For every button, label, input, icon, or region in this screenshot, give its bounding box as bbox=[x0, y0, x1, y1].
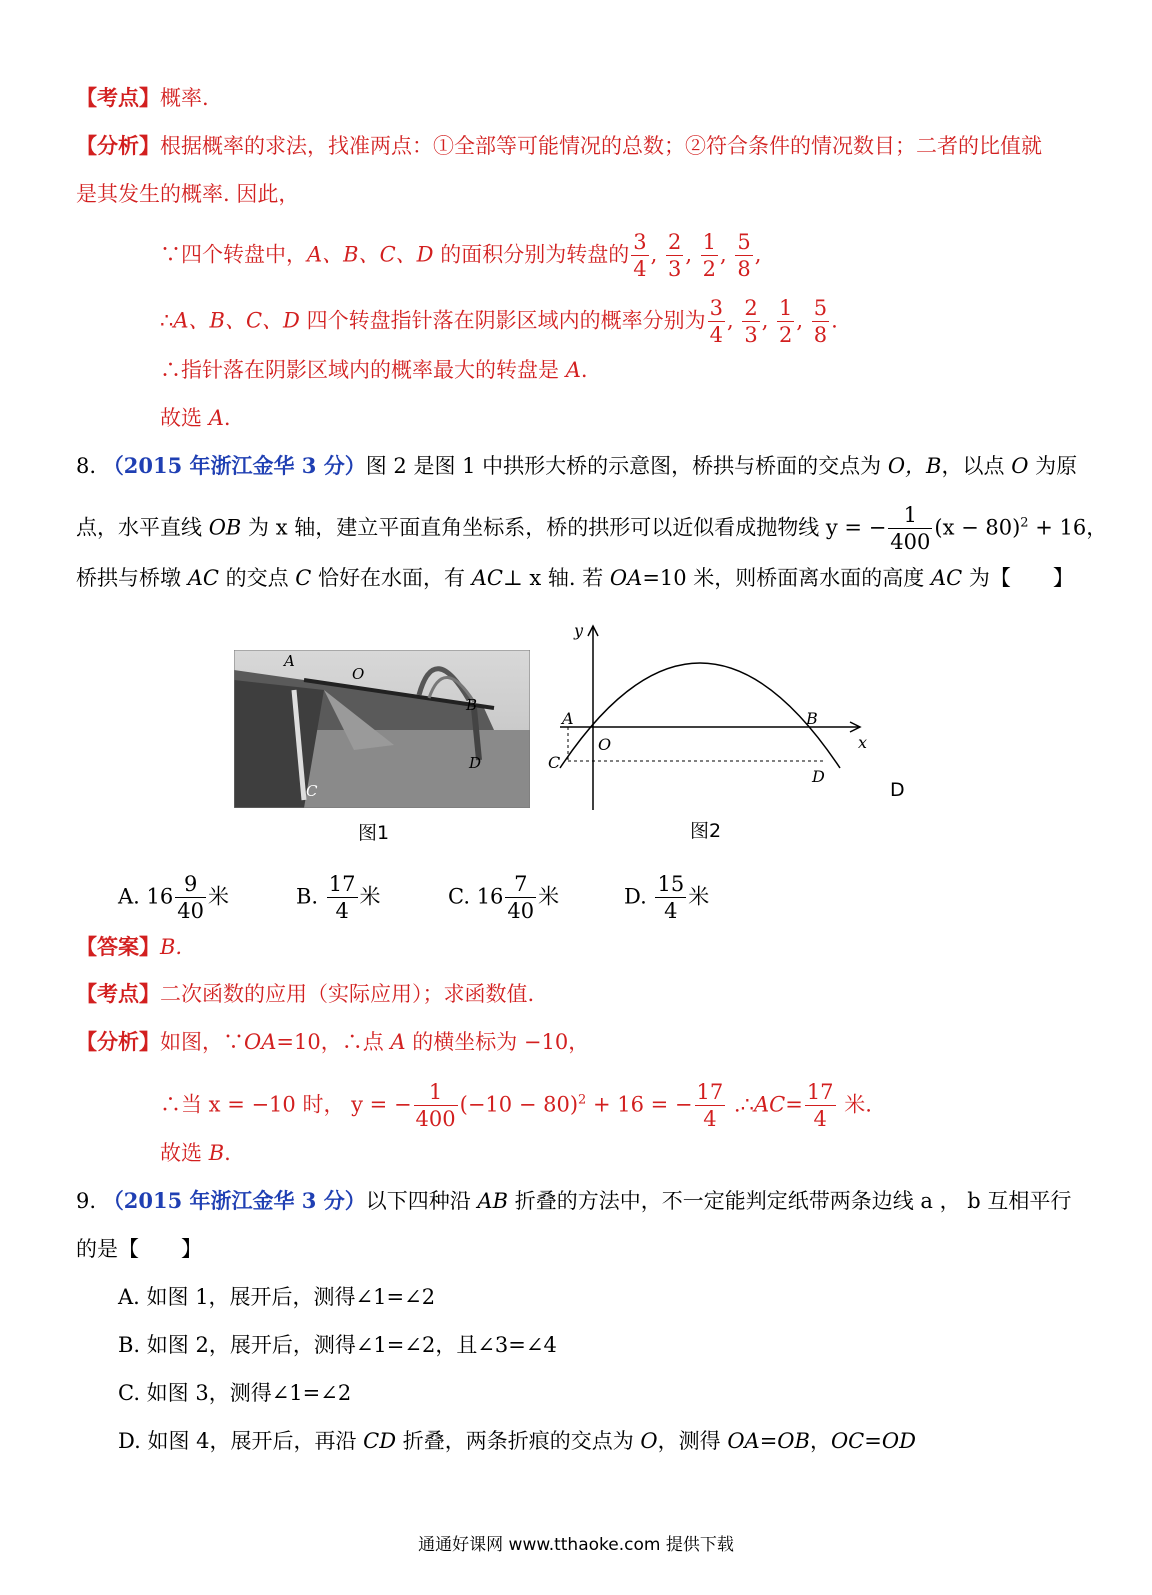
q8-calculation: ∴当 x = −10 时， y = − $\frac{1}{400}$ $(-10 - 80)^2 + 16$ = − $\frac{17}{4}$ .∴AC= $\frac{17}{4}$ 米. bbox=[160, 1080, 872, 1131]
fraction: $\frac{2}{3}$ bbox=[744, 296, 758, 347]
q8-kaodian: 【考点】二次函数的应用（实际应用）；求函数值. bbox=[76, 981, 535, 1006]
q7-statement-1: ∵四个转盘中，A、B、C、D 的面积分别为转盘的 $\frac{3}{4}$ , $\frac{2}{3}$ , $\frac{1}{2}$ , $\frac{5}{8}$ , bbox=[160, 230, 762, 281]
stray-label-D: D bbox=[890, 779, 905, 801]
q7-kaodian bbox=[76, 83, 209, 113]
fig2-label-y: y bbox=[574, 621, 584, 640]
q8-answer: 【答案】B. bbox=[76, 934, 183, 959]
fraction: $\frac{3}{4}$ bbox=[633, 230, 647, 281]
q9-option-b[interactable]: B. 如图 2，展开后，测得∠1=∠2，且∠3=∠4 bbox=[118, 1333, 557, 1357]
fraction: $\frac{1}{2}$ bbox=[702, 230, 717, 281]
q7-fenxi-line1 bbox=[76, 131, 1042, 161]
fig1-label-O: O bbox=[352, 665, 365, 683]
q9-option-c[interactable]: C. 如图 3，测得∠1=∠2 bbox=[118, 1381, 352, 1405]
fenxi-text: 根据概率的求法，找准两点：①全部等可能情况的总数；②符合条件的情况数目；二者的比值就 bbox=[160, 134, 1042, 158]
kaodian-tag: 【考点】 bbox=[76, 85, 160, 110]
footer-credit: 通通好课网 www.tthaoke.com 提供下载 bbox=[418, 1535, 734, 1555]
q8-line3: 桥拱与桥墩 AC 的交点 C 恰好在水面，有 AC⊥ x 轴. 若 OA=10 米，则桥面离水面的高度 AC 为【 】 bbox=[76, 566, 1074, 590]
fig2-label-O: O bbox=[598, 735, 612, 754]
fraction: $\frac{1}{400}$ bbox=[890, 503, 931, 554]
fraction: $\frac{5}{8}$ bbox=[737, 230, 751, 281]
kaodian-text: 概率. bbox=[160, 86, 209, 110]
q8-line2: 点，水平直线 OB 为 x 轴，建立平面直角坐标系，桥的拱形可以近似看成抛物线 y = − $\frac{1}{400}$ $(x - 80)^2 + 16$， bbox=[76, 503, 1108, 554]
q9-line2: 的是【 】 bbox=[76, 1237, 202, 1261]
q7-statement-3: ∴指针落在阴影区域内的概率最大的转盘是 A. bbox=[160, 358, 588, 382]
fraction: $\frac{3}{4}$ bbox=[709, 296, 723, 347]
q7-fenxi-line2: 是其发生的概率. 因此， bbox=[76, 182, 300, 206]
question-source: （2015 年浙江金华 3 分） bbox=[102, 453, 366, 478]
fig2-label-B: B bbox=[806, 709, 818, 728]
question-source: （2015 年浙江金华 3 分） bbox=[102, 1188, 366, 1213]
fig2-caption: 图2 bbox=[690, 820, 722, 842]
fig2-label-x: x bbox=[858, 733, 868, 752]
fraction: $\frac{2}{3}$ bbox=[667, 230, 682, 281]
fig1-label-A: A bbox=[284, 652, 295, 670]
q8-option-b[interactable]: B. $\frac{17}{4}$ 米 bbox=[296, 872, 381, 923]
fig1-label-B: B bbox=[466, 696, 478, 714]
fraction: $\frac{1}{2}$ bbox=[779, 296, 793, 347]
parabola-diagram bbox=[540, 618, 880, 813]
fig1-caption: 图1 bbox=[358, 822, 390, 844]
fig1-label-C: C bbox=[306, 782, 318, 800]
fig2-label-C: C bbox=[548, 753, 561, 772]
q8-option-a[interactable]: A. 16 $\frac{9}{40}$ 米 bbox=[118, 872, 229, 923]
q8-choose: 故选 B. bbox=[160, 1141, 231, 1165]
q7-choose: 故选 A. bbox=[160, 406, 231, 430]
fig2-label-D: D bbox=[812, 767, 825, 786]
q9-line1: 9. （2015 年浙江金华 3 分）以下四种沿 AB 折叠的方法中，不一定能判定纸带两条边线 a ， b 互相平行 bbox=[76, 1188, 1072, 1213]
fig2-label-A: A bbox=[562, 709, 574, 728]
q8-fenxi: 【分析】如图，∵OA=10，∴点 A 的横坐标为 −10， bbox=[76, 1029, 590, 1054]
question-number: 8. bbox=[76, 454, 97, 478]
fraction: $\frac{5}{8}$ bbox=[813, 296, 828, 347]
q8-option-d[interactable]: D. $\frac{15}{4}$ 米 bbox=[624, 872, 710, 923]
fenxi-tag: 【分析】 bbox=[76, 133, 160, 158]
q9-option-d[interactable]: D. 如图 4，展开后，再沿 CD 折叠，两条折痕的交点为 O，测得 OA=OB，OC=OD bbox=[118, 1429, 916, 1453]
q9-option-a[interactable]: A. 如图 1，展开后，测得∠1=∠2 bbox=[118, 1285, 436, 1309]
bridge-photo bbox=[234, 650, 530, 808]
q7-statement-2: ∴A、B、C、D 四个转盘指针落在阴影区域内的概率分别为 $\frac{3}{4}$ , $\frac{2}{3}$ , $\frac{1}{2}$ , $\frac{5}{8}$ . bbox=[160, 296, 838, 347]
q8-line1: 8. （2015 年浙江金华 3 分）图 2 是图 1 中拱形大桥的示意图，桥拱与桥面的交点为 O，B，以点 O 为原 bbox=[76, 453, 1078, 478]
question-number: 9. bbox=[76, 1189, 97, 1213]
fig1-label-D: D bbox=[469, 754, 482, 772]
q8-option-c[interactable]: C. 16 $\frac{7}{40}$ 米 bbox=[448, 872, 560, 923]
